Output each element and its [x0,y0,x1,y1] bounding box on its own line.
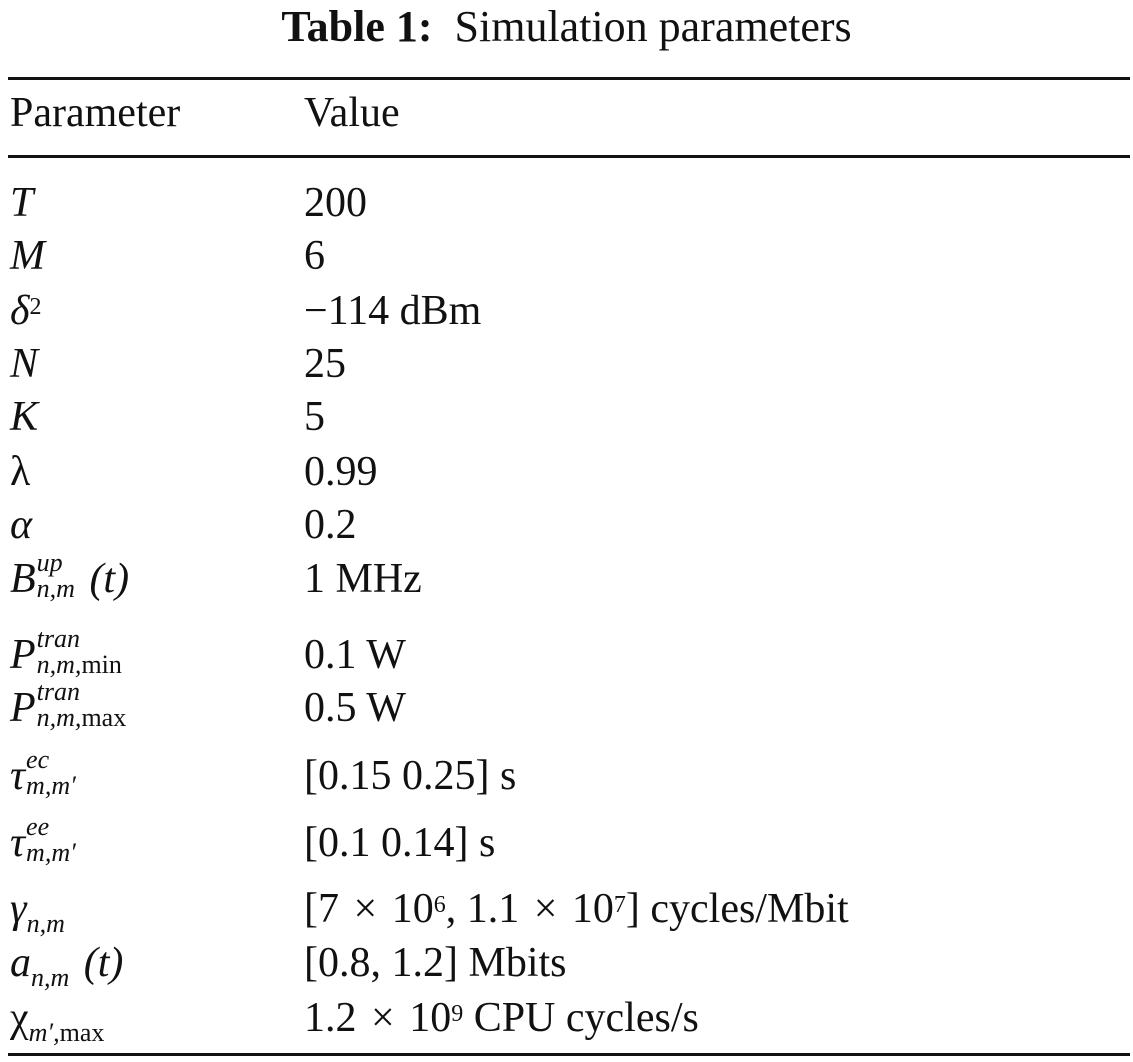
param-power-min: P tran n,m,min [10,624,122,679]
param-lambda: λ [10,449,31,495]
value-task-size: [0.8, 1.2] Mbits [304,940,567,986]
value-gamma: [$7 \times 10^6$, $1.1 \times 10^7$] cycles/Mbit [304,886,849,932]
param-task-size: $a_{n,m}$ (t) [10,940,124,992]
param-tau-ee: τ ee m,m′ [10,812,76,867]
value-M: 6 [304,233,325,279]
value-N: 25 [304,341,346,387]
value-power-min: 0.1 W [304,632,406,678]
value-power-max: 0.5 W [304,685,406,731]
top-rule [8,77,1130,80]
param-power-max: P tran n,m,max [10,677,127,732]
value-chi-max: $1.2 \times 10^9$ CPU cycles/s [304,995,699,1041]
value-delta-squared: −114 dBm [304,288,482,334]
value-alpha: 0.2 [304,502,357,548]
caption-label: Table 1: [281,2,433,51]
param-bandwidth-up: B up n,m (t) [10,548,130,603]
value-K: 5 [304,394,325,440]
header-value: Value [304,90,400,136]
value-T: 200 [304,180,367,226]
param-tau-ec: τ ec m,m′ [10,745,76,800]
value-tau-ec: [0.15 0.25] s [304,753,517,799]
param-alpha: α [10,502,33,548]
param-N: N [10,341,39,387]
param-delta-squared: $\delta^2$ [10,288,42,334]
header-parameter: Parameter [10,90,181,136]
table-caption [0,4,1133,50]
param-K: K [10,394,39,440]
param-chi-max: $\chi_{m',max}$ [10,995,105,1047]
param-T: T [10,180,34,226]
bottom-rule [8,1053,1130,1056]
header-rule [8,155,1130,158]
value-lambda: 0.99 [304,449,378,495]
param-gamma: $\gamma_{n,m}$ [10,886,65,938]
value-bandwidth-up: 1 MHz [304,556,422,602]
caption-title: Simulation parameters [454,2,852,51]
value-tau-ee: [0.1 0.14] s [304,820,496,866]
param-M: M [10,233,45,279]
